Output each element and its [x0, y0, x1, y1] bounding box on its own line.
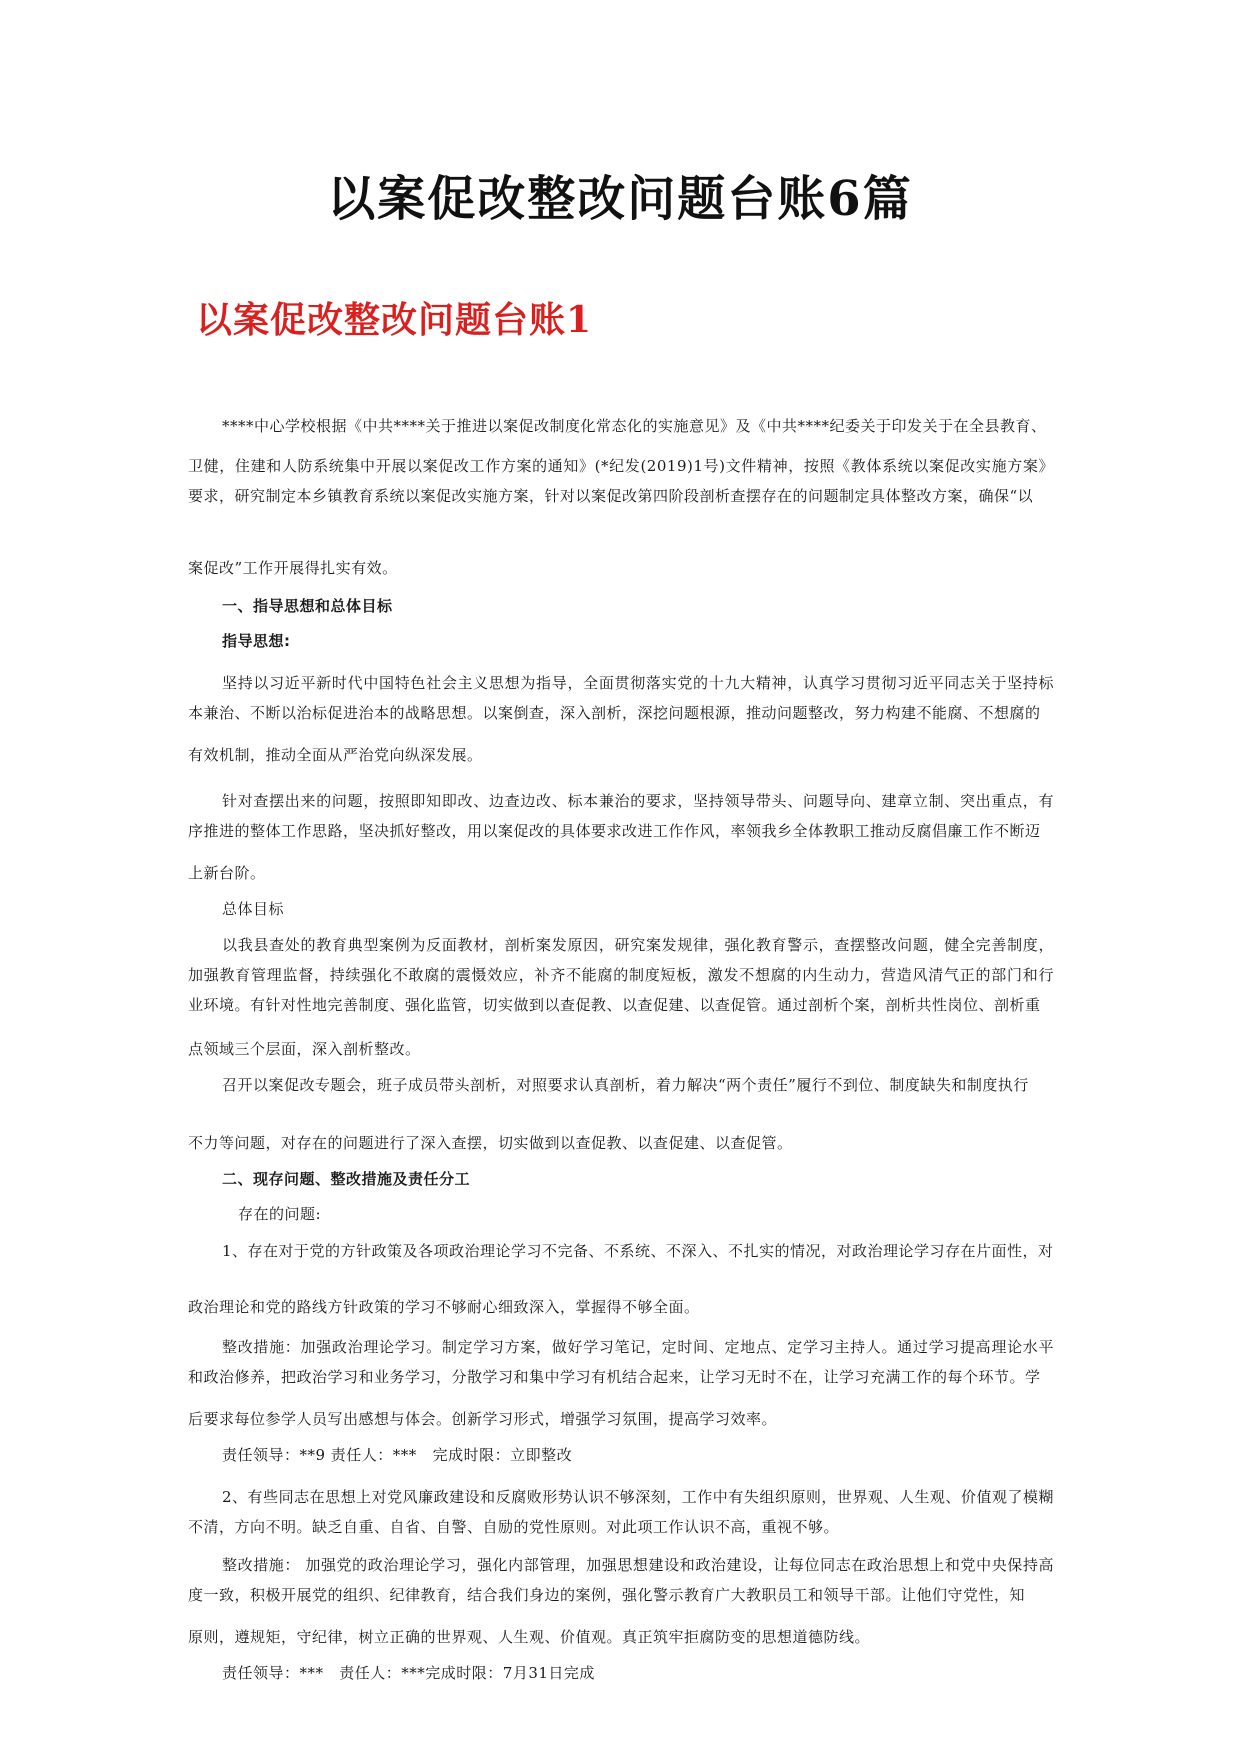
measure-1-end: 后要求每位参学人员写出感想与体会。创新学习形式，增强学习氛围，提高学习效率。: [188, 1410, 778, 1428]
subheading-overall-goal: 总体目标: [222, 900, 285, 918]
intro-line-3: 案促改”工作开展得扎实有效。: [188, 559, 398, 577]
measure-1: 整改措施：加强政治理论学习。制定学习方案，做好学习笔记，定时间、定地点、定学习主持人。通过学习提高理论水平和政治修养，把政治学习和业务学习，分散学习和集中学习有机结合起来，让学习无时不在，让学习充满工作的每个环节。学: [188, 1338, 1054, 1386]
heading-1: 一、指导思想和总体目标: [222, 597, 393, 615]
problem-1: 1、存在对于党的方针政策及各项政治理论学习不完备、不系统、不深入、不扎实的情况，对政治理论学习存在片面性，对: [222, 1242, 1054, 1260]
subheading-guiding-thought: 指导思想:: [222, 632, 291, 650]
paragraph-guiding-1-end: 有效机制，推动全面从严治党向纵深发展。: [188, 746, 483, 764]
subheading-problems: 存在的问题:: [238, 1205, 322, 1223]
paragraph-goal-1-end: 点领域三个层面，深入剖析整改。: [188, 1040, 421, 1058]
problem-2: 2、有些同志在思想上对党风廉政建设和反腐败形势认识不够深刻，工作中有失组织原则，世界观、人生观、价值观了模糊不清，方向不明。缺乏自重、自省、自警、自励的党性原则。对此项工作认识不高，重视不够。: [188, 1488, 1054, 1536]
paragraph-guiding-2-end: 上新台阶。: [188, 864, 266, 882]
heading-2: 二、现存问题、整改措施及责任分工: [222, 1170, 471, 1188]
document-title: 以案促改整改问题台账6篇: [327, 171, 913, 227]
measure-2: 整改措施： 加强党的政治理论学习，强化内部管理，加强思想建设和政治建设，让每位同志在政治思想上和党中央保持高度一致，积极开展党的组织、纪律教育，结合我们身边的案例，强化警示教育广大教职员工和领导干部。让他们守党性，知: [188, 1556, 1054, 1604]
intro-line-1: ****中心学校根据《中共****关于推进以案促改制度化常态化的实施意见》及《中共****纪委关于印发关于在全县教育、: [222, 417, 1047, 435]
measure-2-end: 原则，遵规矩，守纪律，树立正确的世界观、人生观、价值观。真正筑牢拒腐防变的思想道德防线。: [188, 1628, 871, 1646]
paragraph-goal-1: 以我县查处的教育典型案例为反面教材，剖析案发原因，研究案发规律，强化教育警示，查摆整改问题，健全完善制度，加强教育管理监督，持续强化不敢腐的震慑效应，补齐不能腐的制度短板，激发不想腐的内生动力，营造风清气正的部门和行业环境。有针对性地完善制度、强化监管，切实做到以查促教、以查促建、以查促管。通过剖析个案，剖析共性岗位、剖析重: [188, 936, 1054, 1014]
problem-1-end: 政治理论和党的路线方针政策的学习不够耐心细致深入，掌握得不够全面。: [188, 1298, 700, 1316]
paragraph-goal-2-end: 不力等问题，对存在的问题进行了深入查摆，切实做到以查促教、以查促建、以查促管。: [188, 1134, 793, 1152]
section-title: 以案促改整改问题台账1: [196, 299, 593, 341]
intro-line-2: 卫健，住建和人防系统集中开展以案促改工作方案的通知》(*纪发(2019)1号)文件精神，按照《教体系统以案促改实施方案》 要求，研究制定本乡镇教育系统以案促改实施方案，针对以案促改第四阶段剖析查摆存在的问题制定具体整改方案，确保“以: [188, 457, 1054, 505]
paragraph-guiding-1: 坚持以习近平新时代中国特色社会主义思想为指导，全面贯彻落实党的十九大精神，认真学习贯彻习近平同志关于坚持标本兼治、不断以治标促进治本的战略思想。以案倒查，深入剖析，深挖问题根源，推动问题整改，努力构建不能腐、不想腐的: [188, 674, 1054, 722]
paragraph-guiding-2: 针对查摆出来的问题，按照即知即改、边查边改、标本兼治的要求，坚持领导带头、问题导向、建章立制、突出重点，有序推进的整体工作思路，坚决抓好整改，用以案促改的具体要求改进工作作风，率领我乡全体教职工推动反腐倡廉工作不断迈: [188, 792, 1054, 840]
responsibility-1: 责任领导：**9 责任人：*** 完成时限：立即整改: [222, 1446, 573, 1464]
paragraph-goal-2: 召开以案促改专题会，班子成员带头剖析，对照要求认真剖析，着力解决“两个责任”履行不到位、制度缺失和制度执行: [222, 1076, 1029, 1094]
responsibility-2: 责任领导：*** 责任人：***完成时限：7月31日完成: [222, 1664, 595, 1682]
